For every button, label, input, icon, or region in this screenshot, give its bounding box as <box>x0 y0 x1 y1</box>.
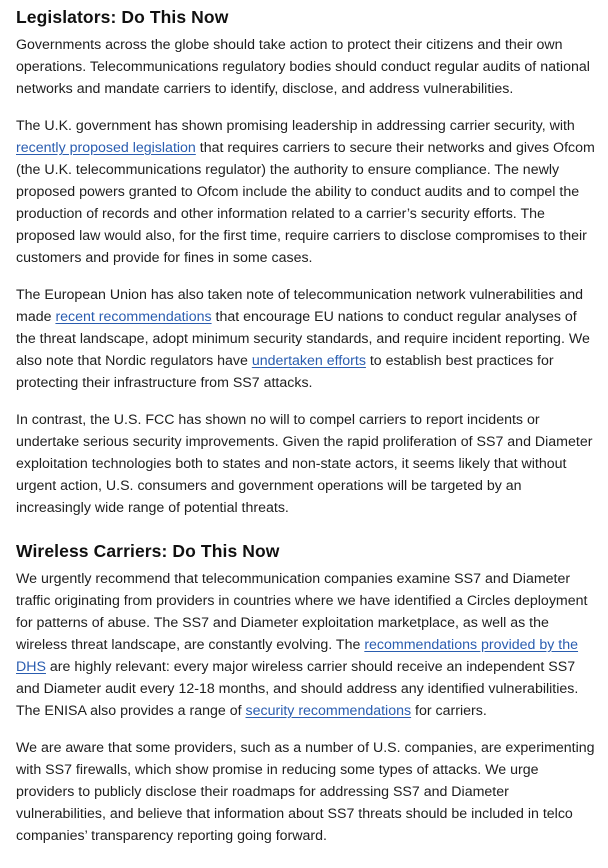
paragraph-carrier-recommendations: We urgently recommend that telecommunication companies examine SS7 and Diameter traffic originating from providers in countries where we have identified a Circles deployment for patterns of abuse. The SS7 and Diameter exploitation marketplace, as well as the wireless threat landscape, are constantly evolving. The recommendations provided by the DHS are highly relevant: every major wireless carrier should receive an independent SS7 and Diameter audit every 12-18 months, and should address any identified vulnerabilities. The ENISA also provides a range of security recommendations for carriers. <box>16 571 588 719</box>
paragraph-us-fcc: In contrast, the U.S. FCC has shown no will to compel carriers to report incidents or undertake serious security improvements. Given the rapid proliferation of SS7 and Diameter exploitation technologies both to states and non-state actors, it seems likely that without urgent action, U.S. consumers and government operations will be targeted by an increasingly wide range of potential threats. <box>16 412 593 516</box>
link-dhs-recommendations[interactable]: recommendations provided by the DHS <box>16 637 579 675</box>
link-recent-recommendations[interactable]: recent recommendations <box>55 309 212 325</box>
paragraph-uk-government: The U.K. government has shown promising leadership in addressing carrier security, with recently proposed legislation that requires carriers to secure their networks and gives Ofcom (the U.K. telecommunications regulator) the authority to ensure compliance. The newly proposed powers granted to Ofcom include the ability to conduct audits and to compel the production of records and other information related to a carrier’s security efforts. The proposed law would also, for the first time, require carriers to disclose compromises to their customers and provide for fines in some cases. <box>16 118 595 266</box>
article-body <box>16 0 596 862</box>
section-heading-legislators: Legislators: Do This Now <box>16 7 229 27</box>
paragraph-european-union: The European Union has also taken note of telecommunication network vulnerabilities and made recent recommendations that encourage EU nations to conduct regular analyses of the threat landscape, adopt minimum security standards, and require incident reporting. We also note that Nordic regulators have undertaken efforts to establish best practices for protecting their infrastructure from SS7 attacks. <box>16 287 590 391</box>
section-heading-wireless-carriers: Wireless Carriers: Do This Now <box>16 541 280 561</box>
link-security-recommendations[interactable]: security recommendations <box>245 703 412 719</box>
link-recently-proposed-legislation[interactable]: recently proposed legislation <box>16 140 196 156</box>
link-undertaken-efforts[interactable]: undertaken efforts <box>251 353 366 369</box>
paragraph-governments: Governments across the globe should take action to protect their citizens and their own operations. Telecommunications regulatory bodies should conduct regular audits of national networks and mandate carriers to identify, disclose, and address vulnerabilities. <box>16 37 590 97</box>
paragraph-ss7-firewalls: We are aware that some providers, such as a number of U.S. companies, are experimenting with SS7 firewalls, which show promise in reducing some types of attacks. We urge providers to publicly disclose their roadmaps for addressing SS7 and Diameter vulnerabilities, and believe that information about SS7 threats should be included in telco companies’ transparency reporting going forward. <box>16 740 595 844</box>
